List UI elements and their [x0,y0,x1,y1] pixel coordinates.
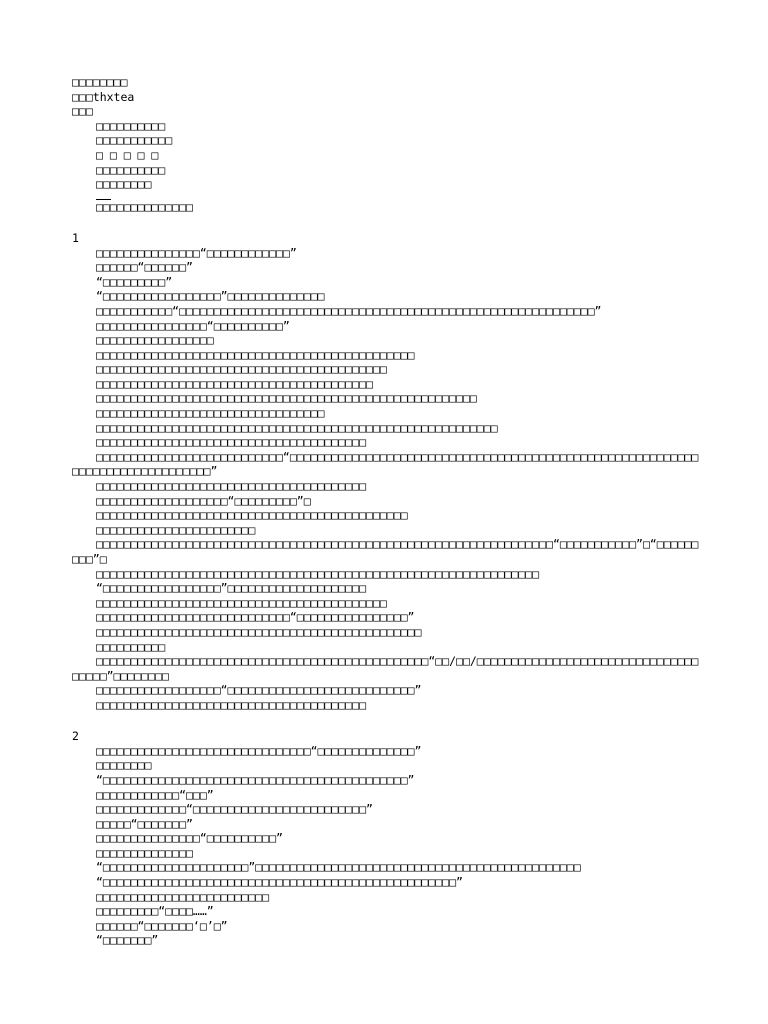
text-line: □□□□□□□□□□□“□□□□□□□□□□□□□□□□□□□□□□□□□□□□□□□□□□□□□□□□□□□□□□□□□□□□□□□□□□□□” [96,303,602,318]
meta-line: □ □ □ □ □ [96,147,159,162]
separator-rule [72,192,768,200]
text-line: □□□□□□□□□□ [96,639,166,654]
text-line: □□□□□□“□□□□□□” [96,260,193,275]
text-line: □□□□□□□□□□□□□□□□□□□□□□□□□□□□“□□□□□□□□□□□□□□□□” [96,610,415,625]
text-line: □□□□□□□□□□□□□□□□□□□□□□□□□□□□□□□□□□□□□□□ [96,697,367,712]
text-line: □□□□□□□□□□□□□□□□□□□□□□□□□□□□□□□“□□□□□□□□□□□□□□” [96,743,422,758]
text-line: “□□□□□□□□□□□□□□□□□”□□□□□□□□□□□□□□ [96,289,325,304]
text-line: □□□□□□□□□□□□□□□□□□□□□□□□□□□□□□□□□□□□□□□□□□ [96,362,387,377]
text-line: “□□□□□□□□□□□□□□□□□”□□□□□□□□□□□□□□□□□□□□ [96,581,367,596]
text-line: □□□□□□□□□□□□□□□□□□□□□□□□□□□□□□□□□□□□□□□□□□□□□□□□□□□□□□□□□□ [96,420,498,435]
text-line: □□□□□□□□□□□□“□□□” [96,787,214,802]
section-number: 1 [72,230,79,245]
text-line: □□□□□□□□□□□□□□□“□□□□□□□□□□□□” [96,245,297,260]
meta-line: □□□□□□□□□□□□□□ [96,199,193,214]
text-line: □□□□□□□□□“□□□□……” [96,904,214,919]
meta-line: □□□□□□□□ [96,177,152,192]
author-line: □□□thxtea [72,89,135,104]
text-line: □□□□□□□□□□□□□□ [96,845,193,860]
text-line: □□□□□□□□□□□□□□□□□ [96,333,214,348]
text-line: □□□□□□□□□□□□□□□□□□□□□□□□□□□□□□□□□□□□□□□□ [96,376,373,391]
text-line: □□□□□□□□□□□□□□□□□□□“□□□□□□□□□”□ [96,493,311,508]
text-line: □□□□□□□□□□□□□□□□□□□□□□□ [96,522,256,537]
meta-line: □□□□□□□□□□ [96,162,166,177]
text-line: “□□□□□□□□□□□□□□□□□□□□□□□□□□□□□□□□□□□□□□□□□□□□□□□□□□□” [96,875,463,890]
text-line: □□□□□□□□ [96,758,152,773]
text-line: □□□□□□□□□□□□□□□□□□□□□□□□□□□□□□□□□ [96,406,325,421]
text-line: □□□□□□□□□□□□□□□□□□“□□□□□□□□□□□□□□□□□□□□□□□□□□□” [96,683,422,698]
text-line: □□□□□□□□□□□□□□□□□□□□□□□□□□□□□□□□□□□□□□□ [96,435,367,450]
header-label: □□□ [72,104,93,119]
text-line: □□□□□□□□□□□□□□□□□□□□□□□□□□□□□□□□□□□□□□□□□□□□□□□□□□□□□□□ [96,391,477,406]
text-line: □□□□□□□□□□□□□□□□□□□□□□□□□ [96,889,270,904]
text-line: □□□□□“□□□□□□□” [96,816,193,831]
text-line: □□□□□□□□□□□□□□□□□□□□□□□□□□□□□□□□□□□□□□□□□□ [96,595,387,610]
text-line: □□□□□□□□□□□□□□□□“□□□□□□□□□□” [96,318,290,333]
document-title: □□□□□□□□ [72,75,128,89]
meta-line: □□□□□□□□□□□ [96,133,173,148]
text-line: □□□□□□□□□□□□□□□□□□□□□□□□□□□□□□□□□□□□□□□□□□□□□ [96,508,408,523]
text-line: □□□□□□□□□□□□□“□□□□□□□□□□□□□□□□□□□□□□□□□” [96,802,373,817]
text-line: □□□□□□□□□□□□□□□□□□□□□□□□□□□□□□□□□□□□□□□ [96,479,367,494]
text-line: □□□□□□□□□□□□□□□□□□□□□□□□□□□□□□□□□□□□□□□□□□□□□□ [96,347,415,362]
document-section [72,231,702,713]
text-line: □□□□□□□□□□□□□□□□□□□□□□□□□□□□□□□□□□□□□□□□□□□□□□□□□□□□□□□□□□□□□□□□□□“□□□□□□□□□□□”□“□□□□□□□□□”□ [72,537,699,566]
meta-line: □□□□□□□□□□ [96,118,166,133]
text-line: □□□□□□□□□□□□□□□“□□□□□□□□□□” [96,831,283,846]
section-number: 2 [72,729,79,744]
text-line: □□□□□□□□□□□□□□□□□□□□□□□□□□□“□□□□□□□□□□□□□□□□□□□□□□□□□□□□□□□□□□□□□□□□□□□□□□□□□□□□□□□□□□□□□□□□□□□□□□□□□□□□□□□” [72,449,699,479]
document-section [72,729,702,948]
document-header [72,75,768,214]
text-line: “□□□□□□□□□□□□□□□□□□□□□□□□□□□□□□□□□□□□□□□□□□□□” [96,772,415,787]
text-line: “□□□□□□□” [96,933,159,948]
text-line: □□□□□□□□□□□□□□□□□□□□□□□□□□□□□□□□□□□□□□□□□□□□□□□ [96,624,422,639]
text-line: □□□□□□□□□□□□□□□□□□□□□□□□□□□□□□□□□□□□□□□□□□□□□□□□□□□□□□□□□□□□□□□□ [96,566,540,581]
text-line: □□□□□□□□□□□□□□□□□□□□□□□□□□□□□□□□□□□□□□□□□□□□□□□□“□□/□□/□□□□□□□□□□□□□□□□□□□□□□□□□□□□□□□□□□□□□”□□□□□□□□ [72,654,699,683]
text-line: □□□□□□“□□□□□□□‘□’□” [96,918,228,933]
text-line: “□□□□□□□□□” [96,274,173,289]
text-line: “□□□□□□□□□□□□□□□□□□□□□”□□□□□□□□□□□□□□□□□□□□□□□□□□□□□□□□□□□□□□□□□□□□□□□ [96,860,581,875]
